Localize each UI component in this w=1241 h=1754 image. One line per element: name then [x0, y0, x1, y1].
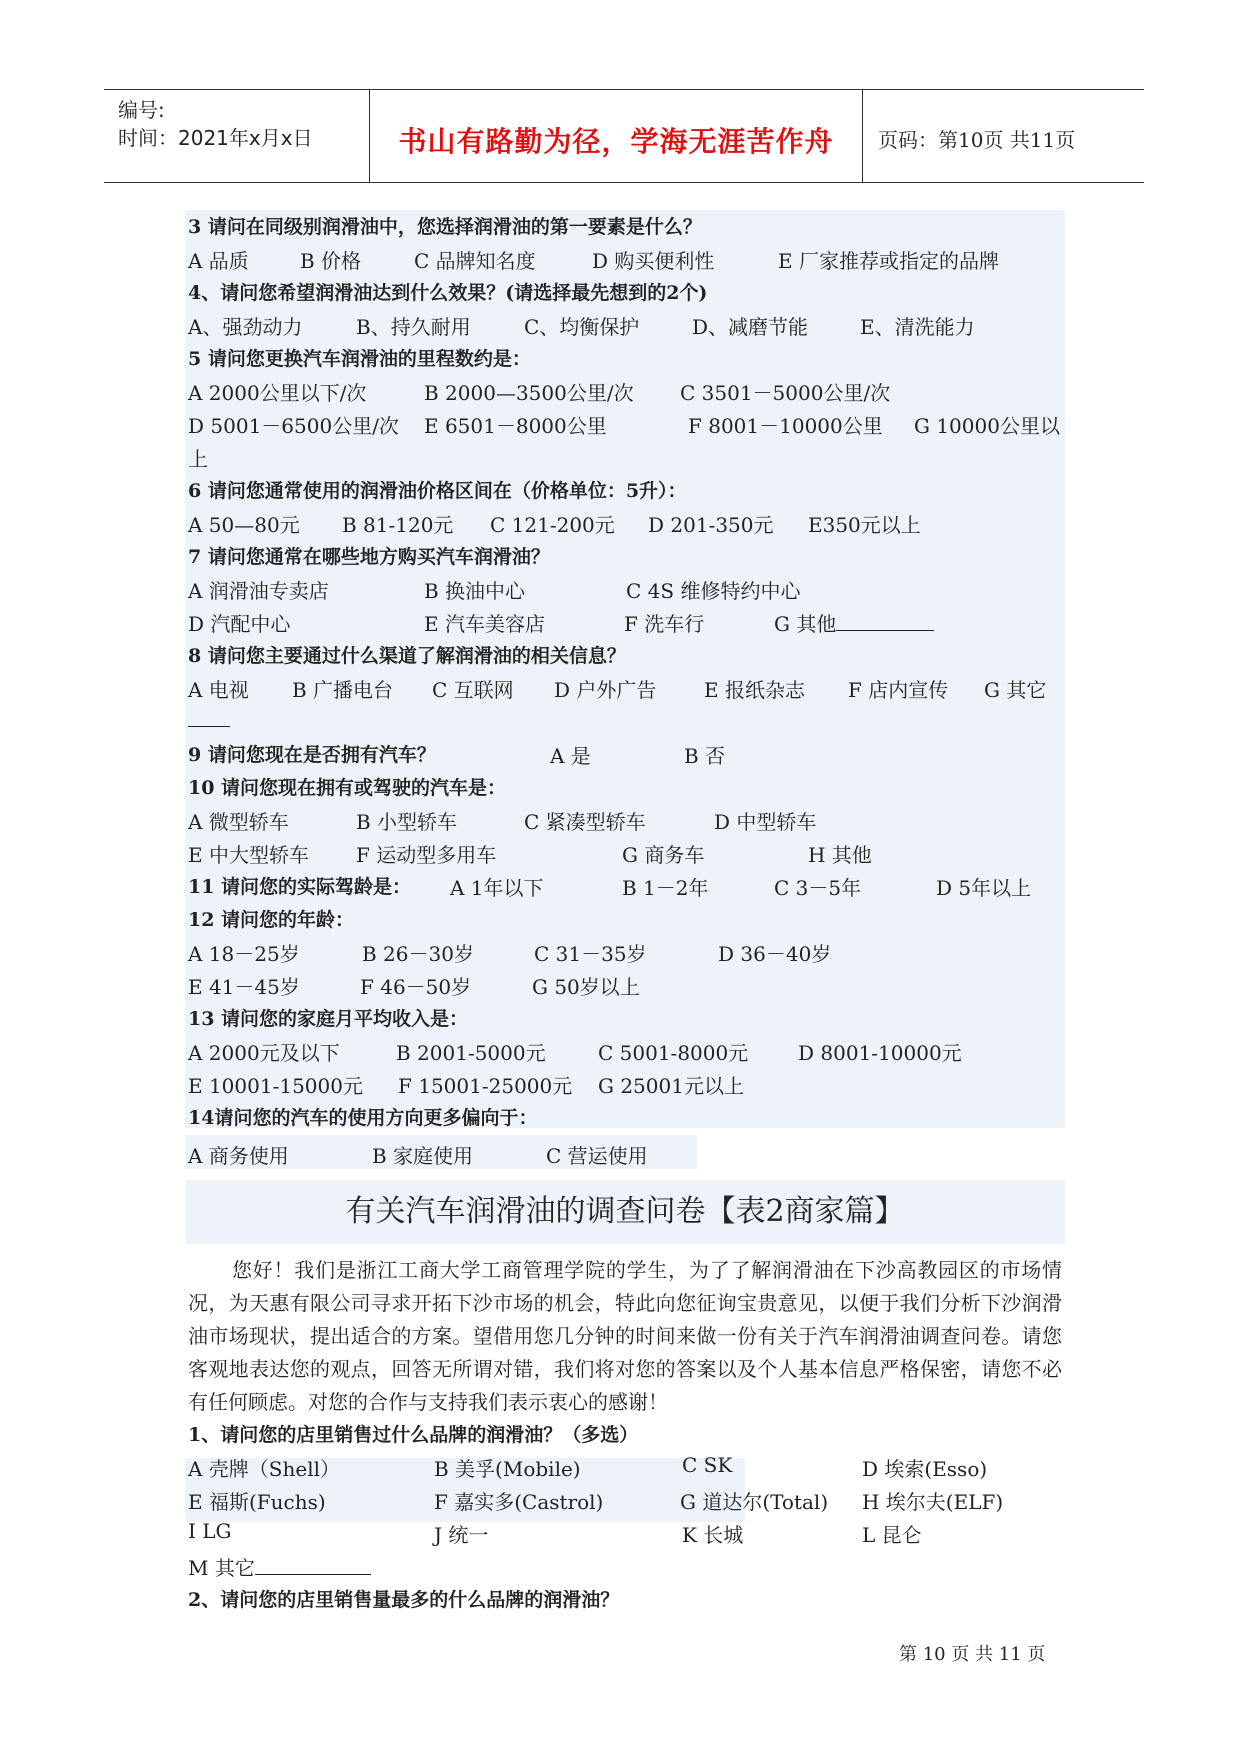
option: G 道达尔(Total) [680, 1490, 829, 1514]
option: E350元以上 [808, 513, 921, 537]
question-12: 12 请问您的年龄： [188, 909, 355, 931]
option: I LG [188, 1519, 232, 1543]
option: A 1年以下 [450, 876, 544, 900]
option: H 埃尔夫(ELF) [862, 1490, 1004, 1514]
option: E 厂家推荐或指定的品牌 [778, 249, 999, 273]
option: A 是 [550, 744, 591, 768]
option: A 2000元及以下 [188, 1041, 340, 1065]
option: E 汽车美容店 [424, 612, 545, 636]
option: C 互联网 [432, 678, 514, 702]
option: F 8001－10000公里 [688, 414, 883, 438]
option: F 洗车行 [624, 612, 705, 636]
page-header [104, 89, 1144, 183]
option: D 户外广告 [554, 678, 657, 702]
option: G 10000公里以 [914, 414, 1060, 438]
option: D 购买便利性 [592, 249, 715, 273]
option: E、清洗能力 [860, 315, 975, 339]
option: F 运动型多用车 [356, 843, 497, 867]
option: C SK [682, 1453, 733, 1477]
option: A 电视 [188, 678, 249, 702]
question-3: 3 请问在同级别润滑油中，您选择润滑油的第一要素是什么？ [188, 216, 702, 238]
header-middle [370, 90, 863, 182]
option: B 家庭使用 [372, 1144, 474, 1168]
option: A 壳牌（Shell） [188, 1457, 341, 1481]
option: G 商务车 [622, 843, 705, 867]
option: C 营运使用 [546, 1144, 648, 1168]
option: E 报纸杂志 [704, 678, 805, 702]
option: B 2001-5000元 [396, 1041, 546, 1065]
option: B 广播电台 [292, 678, 394, 702]
survey2-title: 有关汽车润滑油的调查问卷【表2商家篇】 [185, 1180, 1065, 1244]
survey2-intro: 您好！我们是浙江工商大学工商管理学院的学生，为了了解润滑油在下沙高教园区的市场情况，为天惠有限公司寻求开拓下沙市场的机会，特此向您征询宝贵意见，以便于我们分析下沙润滑油市场现状，提出适合的方案。望借用您几分钟的时间来做一份有关于汽车润滑油调查问卷。请您客观地表达您的观点，回答无所谓对错，我们将对您的答案以及个人基本信息严格保密，请您不必有任何顾虑。对您的合作与支持我们表示衷心的感谢！ [188, 1258, 1062, 1414]
option: A 18－25岁 [188, 942, 300, 966]
option: B 价格 [300, 249, 362, 273]
option: D 36－40岁 [718, 942, 832, 966]
page-footer: 第 10 页 共 11 页 [899, 1644, 1046, 1665]
option: A 2000公里以下/次 [188, 381, 367, 405]
fill-blank [255, 1554, 371, 1575]
option: G 50岁以上 [532, 975, 640, 999]
fill-blank [188, 706, 230, 727]
question-14: 14请问您的汽车的使用方向更多偏向于： [188, 1107, 538, 1129]
option: A 润滑油专卖店 [188, 579, 329, 603]
option: F 15001-25000元 [398, 1074, 573, 1098]
header-left [104, 90, 370, 182]
option-with-blank [774, 608, 934, 637]
option: E 中大型轿车 [188, 843, 309, 867]
number-label: 编号: [118, 98, 165, 122]
option: A、强劲动力 [188, 315, 303, 339]
option: C 3501－5000公里/次 [680, 381, 891, 405]
option: A 品质 [188, 249, 249, 273]
option: B 2000—3500公里/次 [424, 381, 634, 405]
option: F 嘉实多(Castrol) [434, 1490, 604, 1514]
option: C 5001-8000元 [598, 1041, 749, 1065]
option: E 6501－8000公里 [424, 414, 607, 438]
question-6: 6 请问您通常使用的润滑油价格区间在（价格单位：5升）： [188, 480, 687, 502]
option: D、减磨节能 [692, 315, 809, 339]
option: B 换油中心 [424, 579, 526, 603]
question-8: 8 请问您主要通过什么渠道了解润滑油的相关信息？ [188, 645, 626, 667]
option: C 3－5年 [774, 876, 862, 900]
question-5: 5 请问您更换汽车润滑油的里程数约是： [188, 348, 531, 370]
motto: 书山有路勤为径，学海无涯苦作舟 [398, 125, 834, 158]
option: 上 [188, 447, 208, 471]
option: G 25001元以上 [598, 1074, 744, 1098]
option: B 美孚(Mobile) [434, 1457, 581, 1481]
survey2-question-2: 2、请问您的店里销售量最多的什么品牌的润滑油？ [188, 1589, 620, 1611]
option: D 5001－6500公里/次 [188, 414, 399, 438]
option: B 否 [684, 744, 726, 768]
option: B 81-120元 [342, 513, 454, 537]
option: B 26－30岁 [362, 942, 474, 966]
time-label: 时间：2021年x月x日 [118, 126, 313, 150]
question-7: 7 请问您通常在哪些地方购买汽车润滑油？ [188, 546, 550, 568]
option: E 10001-15000元 [188, 1074, 363, 1098]
option: D 中型轿车 [714, 810, 817, 834]
option: D 8001-10000元 [798, 1041, 962, 1065]
option: J 统一 [434, 1523, 489, 1547]
option: A 商务使用 [188, 1144, 289, 1168]
option: C、均衡保护 [524, 315, 640, 339]
option: A 50—80元 [188, 513, 300, 537]
option: D 5年以上 [936, 876, 1032, 900]
option: C 品牌知名度 [414, 249, 536, 273]
option: B、持久耐用 [356, 315, 471, 339]
option: C 121-200元 [490, 513, 615, 537]
option: H 其他 [808, 843, 872, 867]
fill-blank [836, 610, 934, 631]
option: D 埃索(Esso) [862, 1457, 988, 1481]
option: D 201-350元 [648, 513, 774, 537]
option: E 41－45岁 [188, 975, 300, 999]
option: K 长城 [682, 1523, 744, 1547]
question-11: 11 请问您的实际驾龄是： [188, 876, 412, 898]
option: E 福斯(Fuchs) [188, 1490, 326, 1514]
question-10: 10 请问您现在拥有或驾驶的汽车是： [188, 777, 507, 799]
option: D 汽配中心 [188, 612, 291, 636]
question-4: 4、请问您希望润滑油达到什么效果？(请选择最先想到的2个) [188, 282, 708, 304]
option: B 1－2年 [622, 876, 709, 900]
option-label: M 其它 [188, 1556, 255, 1580]
option: B 小型轿车 [356, 810, 458, 834]
option: C 4S 维修特约中心 [626, 579, 801, 603]
option-label: G 其他 [774, 612, 837, 636]
header-right [864, 90, 1144, 182]
option-with-blank [188, 1552, 371, 1581]
option: L 昆仑 [862, 1523, 922, 1547]
question-13: 13 请问您的家庭月平均收入是： [188, 1008, 469, 1030]
option: C 31－35岁 [534, 942, 647, 966]
page-info: 页码：第10页 共11页 [878, 128, 1076, 152]
option: C 紧凑型轿车 [524, 810, 646, 834]
option: F 店内宣传 [848, 678, 949, 702]
survey2-question-1: 1、请问您的店里销售过什么品牌的润滑油？（多选） [188, 1424, 639, 1446]
q8-blank-line [188, 706, 230, 738]
option: F 46－50岁 [360, 975, 472, 999]
option: G 其它 [984, 678, 1047, 702]
question-9: 9 请问您现在是否拥有汽车？ [188, 744, 436, 766]
option: A 微型轿车 [188, 810, 289, 834]
